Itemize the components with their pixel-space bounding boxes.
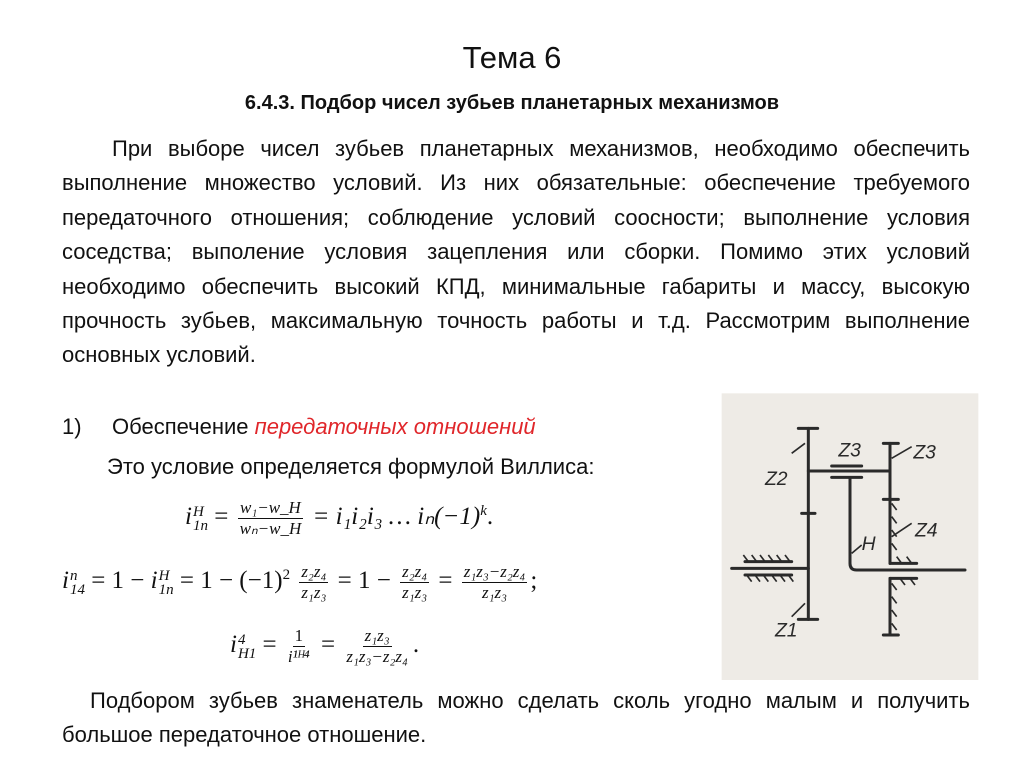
list-item-1 bbox=[62, 414, 536, 440]
planetary-gear-diagram bbox=[715, 390, 985, 680]
fraction: $\frac{\text{z₂z₄}}{\text{z₁z₃}}$ bbox=[402, 562, 428, 602]
label-z2: Z2 bbox=[765, 469, 788, 490]
label-z3-right: Z3 bbox=[913, 442, 936, 464]
fraction: $\frac{\text{z₁z₃−z₂z₄}}{\text{z₁z₃}}$ bbox=[463, 562, 526, 602]
label-z3-left: Z3 bbox=[838, 440, 861, 462]
conclusion-paragraph: Подбором зубьев знаменатель можно сделать сколь угодно малым и получить большое передаточное отношение. bbox=[62, 688, 970, 747]
highlighted-term: передаточных отношений bbox=[254, 414, 536, 439]
slide-title: Тема 6 bbox=[462, 40, 562, 75]
fraction: $\frac{\text{z₂z₄}}{\text{z₁z₃}}$ bbox=[301, 562, 327, 602]
formula-willis: i H 1n = $\frac{\text{w₁−w\_H}}{\text{wₙ−w\_H}}$ = i₁i₂i₃ … $i_n(-1)^k$. bbox=[185, 498, 494, 538]
formula-ratio-h1: i 4 H1 = $\frac{1}{\text{i¹ᴴ⁴}}$ = $\frac{\text{z₁z₃}}{\text{z₁z₃−z₂z₄}}$ . bbox=[230, 626, 420, 666]
fraction: $\frac{\text{z₁z₃}}{\text{z₁z₃−z₂z₄}}$ bbox=[346, 626, 408, 666]
list-number: 1) bbox=[62, 414, 82, 439]
label-z4: Z4 bbox=[915, 520, 938, 542]
fraction: $\frac{1}{\text{i¹ᴴ⁴}}$ bbox=[287, 626, 310, 666]
fraction: $\frac{\text{w₁−w\_H}}{\text{wₙ−w\_H}}$ bbox=[239, 498, 302, 538]
formula-ratio-14: i n 14 = 1 − i H 1n = $1 - (-1)^2$ $\frac{\text{z₂z₄}}{\text{z₁z₃}}$ = 1 − $\frac{\text{z₂z₄}}{\text{z₁z₃}}$ = $\frac{\text{z₁z₃−z₂z₄}}{\text{z₁z₃}}$ ; bbox=[62, 562, 538, 602]
willis-intro: Это условие определяется формулой Виллиса: bbox=[107, 454, 595, 479]
label-h: H bbox=[861, 534, 876, 555]
label-z1: Z1 bbox=[775, 620, 798, 642]
section-heading: 6.4.3. Подбор чисел зубьев планетарных механизмов bbox=[244, 92, 780, 114]
list-item-text: Обеспечение bbox=[112, 414, 255, 439]
intro-paragraph: При выборе чисел зубьев планетарных механизмов, необходимо обеспечить выполнение множество условий. Из них обязательные: обеспечение требуемого передаточного отношения; соблюдение условий соосности; выполнение условия соседства; выполение условия зацепления или сборки. Помимо этих условий необходимо обеспечить высокий КПД, минимальные габариты и массу, высокую прочность зубьев, максимальную точность работы и т.д. Рассмотрим выполнение основных условий. bbox=[62, 136, 970, 368]
